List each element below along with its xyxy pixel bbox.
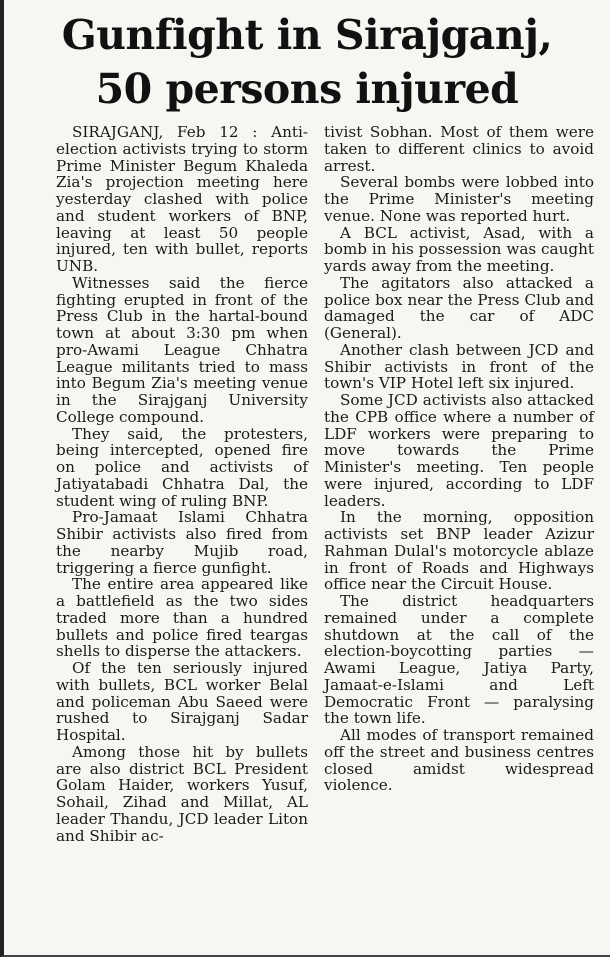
paragraph: Another clash between JCD and Shibir activists in front of the town's VIP Hotel left six injured. xyxy=(324,340,594,393)
dateline: SIRAJGANJ, Feb 12 : xyxy=(72,123,258,141)
paragraph: Witnesses said the fierce fighting erupted in front of the Press Club in the hartal-bound town at about 3:30 pm when pro-Awami League Chhatra League militants tried to mass into Begum Zia's meeting venue in the Sirajganj University College compound. xyxy=(56,273,308,426)
paragraph: Pro-Jamaat Islami Chhatra Shibir activists also fired from the nearby Mujib road, triggering a fierce gunfight. xyxy=(56,508,308,577)
paragraph: The entire area appeared like a battlefield as the two sides traded more than a hundred bullets and police fired teargas shells to disperse the attackers. xyxy=(56,575,308,661)
paragraph: All modes of transport remained off the street and business centres closed amidst widespread violence. xyxy=(324,726,594,795)
paragraph xyxy=(56,124,308,275)
paragraph: Several bombs were lobbed into the Prime Minister's meeting venue. None was reported hurt. xyxy=(324,173,594,225)
paragraph: The agitators also attacked a police box near the Press Club and damaged the car of ADC (General). xyxy=(324,273,594,342)
paragraph: tivist Sobhan. Most of them were taken to different clinics to avoid arrest. xyxy=(324,123,594,175)
left-column xyxy=(56,124,308,844)
headline-line-2: 50 persons injured xyxy=(95,65,519,113)
paragraph-text: Anti-election activists trying to storm Prime Minister Begum Khaleda Zia's projection meeting here yesterday clashed with police and student workers of BNP, leaving at least 50 people injured, ten with bullet, reports UNB. xyxy=(56,123,308,275)
right-column xyxy=(324,124,594,794)
paragraph: The district headquarters remained under a complete shutdown at the call of the election-boycotting parties — Awami League, Jatiya Party, Jamaat-e-Islami and Left Democratic Front — paralysing the town life. xyxy=(324,592,594,728)
paragraph: Among those hit by bullets are also district BCL President Golam Haider, workers Yusuf, Sohail, Zihad and Millat, AL leader Thandu, JCD leader Liton and Shibir ac- xyxy=(56,742,308,845)
headline xyxy=(4,8,610,116)
paragraph: Of the ten seriously injured with bullets, BCL worker Belal and policeman Abu Saeed were rushed to Sirajganj Sadar Hospital. xyxy=(56,659,308,744)
paragraph: They said, the protesters, being intercepted, opened fire on police and activists of Jatiyatabadi Chhatra Dal, the student wing of ruling BNP. xyxy=(56,424,308,510)
paragraph: Some JCD activists also attacked the CPB office where a number of LDF workers were preparing to move towards the Prime Minister's meeting. Ten people were injured, according to LDF leaders. xyxy=(324,391,594,510)
paragraph: In the morning, opposition activists set BNP leader Azizur Rahman Dulal's motorcycle ablaze in front of Roads and Highways office near the Circuit House. xyxy=(324,508,594,594)
headline-line-1: Gunfight in Sirajganj, xyxy=(61,11,553,59)
paragraph: A BCL activist, Asad, with a bomb in his possession was caught yards away from the meeting. xyxy=(324,223,594,275)
